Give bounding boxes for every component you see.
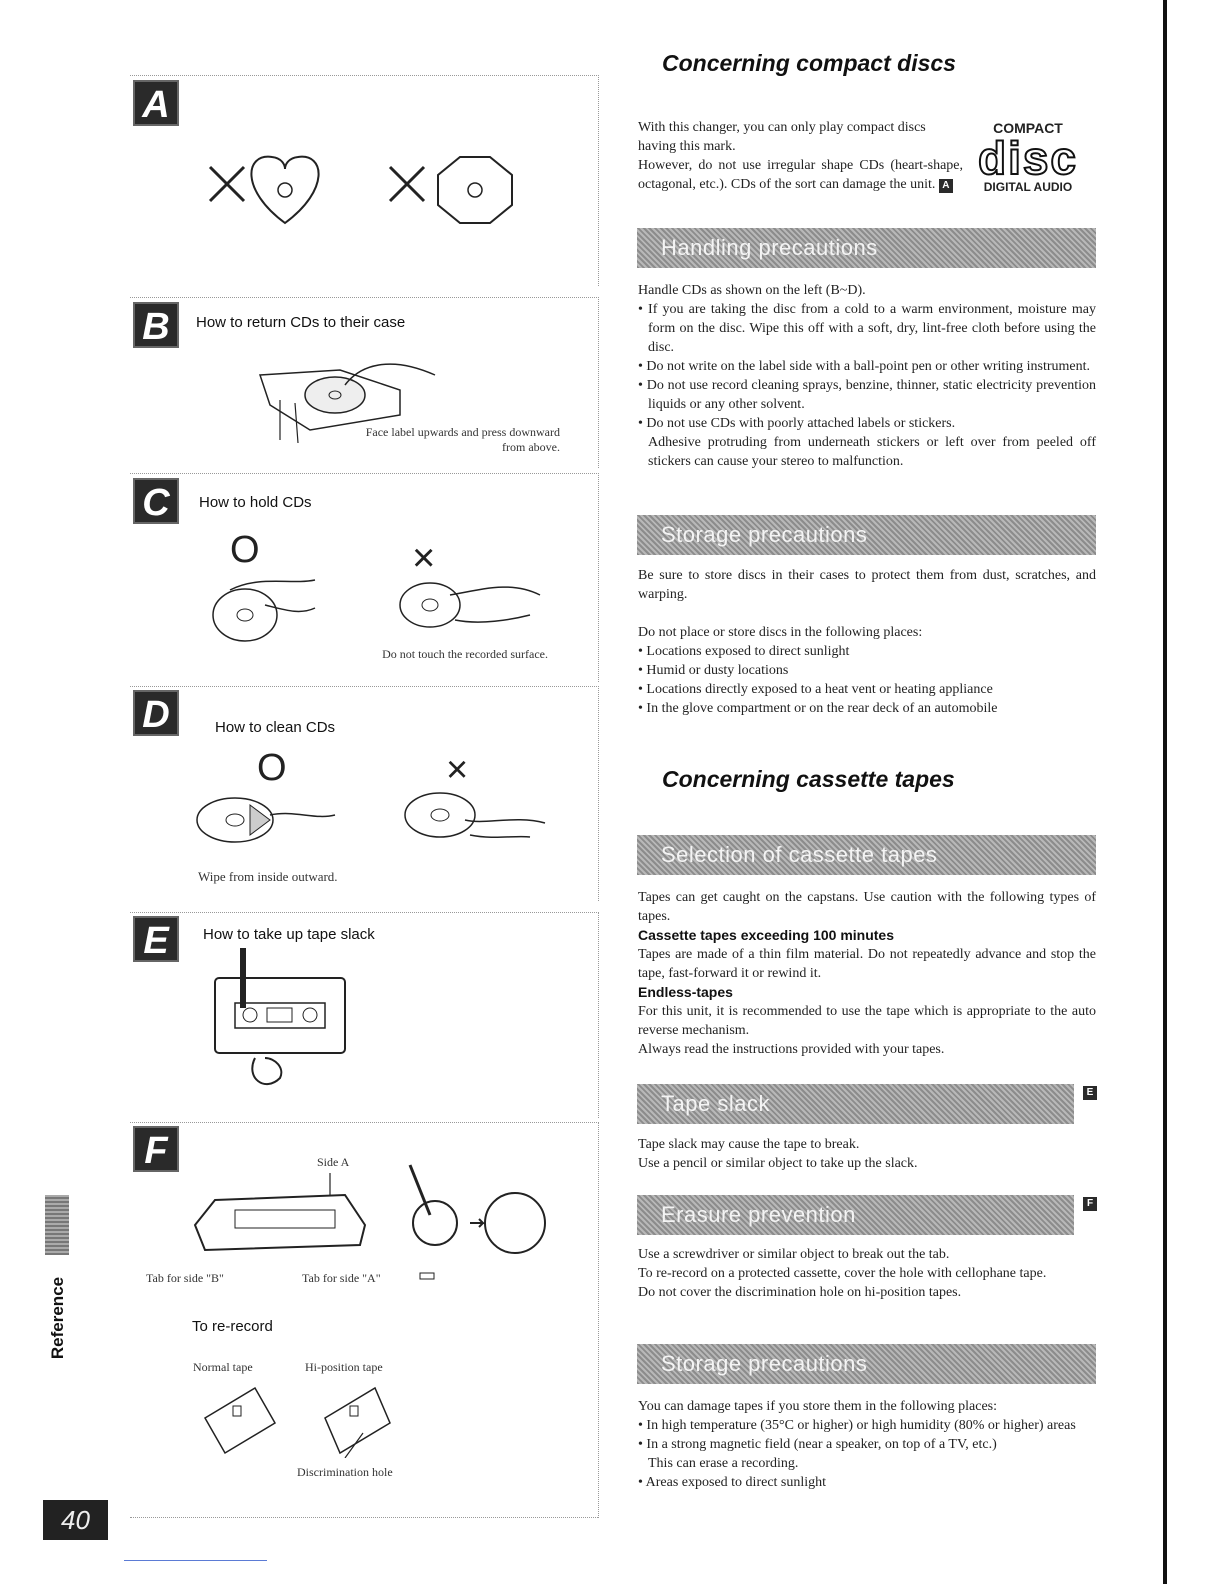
tape-slack-illustration <box>205 948 355 1098</box>
tape-slack-body <box>638 1135 1096 1173</box>
handling-bullet-3: • Do not use record cleaning sprays, benzine, thinner, static electricity prevention liquids or any other solvent. <box>638 378 1096 412</box>
erasure-l3: Do not cover the discrimination hole on hi-position tapes. <box>638 1285 962 1300</box>
handling-note: Adhesive protruding from underneath stickers or left over from peeled off stickers can cause your stereo to malfunction. <box>648 435 1096 469</box>
selection-p1: Tapes are made of a thin film material. Do not repeatedly advance and stop the tape, fast-forward it or rewind it. <box>638 947 1096 981</box>
selection-sub-2: Endless-tapes <box>638 984 733 1000</box>
panel-c-ok-mark: O <box>230 529 260 571</box>
panel-c-badge: C <box>133 478 179 524</box>
compact-disc-logo <box>972 120 1084 194</box>
footer-rule <box>124 1560 267 1561</box>
tape-storage-last: • Areas exposed to direct sunlight <box>638 1475 827 1490</box>
cd-warning-text: However, do not use irregular shape CDs (heart-shape, octagonal, etc.). CDs of the sort can damage the unit. <box>638 158 963 192</box>
selection-body <box>638 888 1096 1059</box>
tape-storage-body <box>638 1397 1096 1492</box>
irregular-cd-illustration <box>200 145 530 235</box>
tape-section-title: Concerning cassette tapes <box>662 766 955 792</box>
erasure-ref: F <box>1083 1197 1097 1211</box>
cd-storage-body <box>638 566 1096 718</box>
cd-storage-bullet-1: • Locations exposed to direct sunlight <box>638 644 850 659</box>
logo-top-text: COMPACT <box>993 120 1063 136</box>
panel-d-caption: Wipe from inside outward. <box>198 869 338 884</box>
panel-e-title: How to take up tape slack <box>203 926 375 943</box>
selection-p3: Always read the instructions provided with your tapes. <box>638 1042 945 1057</box>
panel-d-title: How to clean CDs <box>215 719 336 736</box>
cd-storage-heading: Storage precautions <box>637 515 1096 555</box>
panel-b-badge: B <box>133 302 179 348</box>
erasure-l1: Use a screwdriver or similar object to break out the tab. <box>638 1247 950 1262</box>
panel-c-title: How to hold CDs <box>199 494 312 511</box>
cassette-tab-illustration <box>185 1145 565 1285</box>
logo-disc-text: disc <box>977 132 1079 184</box>
tape-storage-heading: Storage precautions <box>637 1344 1096 1384</box>
tape-slack-l2: Use a pencil or similar object to take up the slack. <box>638 1156 918 1171</box>
tape-slack-heading: Tape slack <box>637 1084 1074 1124</box>
discrimination-hole-label: Discrimination hole <box>297 1465 393 1479</box>
re-record-title: To re-record <box>192 1318 273 1335</box>
hi-position-tape-label: Hi-position tape <box>305 1360 383 1374</box>
tape-storage-note: This can erase a recording. <box>648 1456 799 1471</box>
handling-bullet-2: • Do not write on the label side with a ball-point pen or other writing instrument. <box>638 359 1091 374</box>
cd-section-title: Concerning compact discs <box>662 50 956 76</box>
panel-d-ng-mark: × <box>446 749 469 791</box>
cd-storage-bullet-2: • Humid or dusty locations <box>638 663 789 678</box>
reference-side-label: Reference <box>48 1276 67 1360</box>
tab-side-a-label: Tab for side "A" <box>302 1271 381 1285</box>
panel-d-badge: D <box>133 690 179 736</box>
panel-b-caption: Face label upwards and press downward from above. <box>365 425 560 454</box>
handling-precautions-heading: Handling precautions <box>637 228 1096 268</box>
cd-intro-text: With this changer, you can only play compact discs having this mark. <box>638 120 926 154</box>
tape-slack-l1: Tape slack may cause the tape to break. <box>638 1137 860 1152</box>
cd-intro-block <box>638 118 963 194</box>
tape-storage-bullet-1: • In high temperature (35°C or higher) or high humidity (80% or higher) areas <box>638 1418 1076 1433</box>
selection-sub-1: Cassette tapes exceeding 100 minutes <box>638 927 895 943</box>
handling-body <box>638 281 1096 471</box>
handling-bullet-1: • If you are taking the disc from a cold to a warm environment, moisture may form on the disc. Wipe this off with a soft, dry, lint-free cloth before using the disc. <box>638 302 1096 355</box>
cd-storage-bullet-4: • In the glove compartment or on the rear deck of an automobile <box>638 701 998 716</box>
normal-tape-label: Normal tape <box>193 1360 253 1374</box>
logo-bottom-text: DIGITAL AUDIO <box>983 180 1073 194</box>
tape-storage-intro: You can damage tapes if you store them in the following places: <box>638 1399 997 1414</box>
clean-cd-illustration <box>195 785 555 860</box>
page-edge-rule <box>1163 0 1167 1584</box>
panel-f-badge: F <box>133 1126 179 1172</box>
panel-c-ng-mark: × <box>412 536 436 580</box>
panel-e-badge: E <box>133 916 179 962</box>
panel-d-ok-mark: O <box>257 747 287 789</box>
cd-storage-p1: Be sure to store discs in their cases to protect them from dust, scratches, and warping. <box>638 568 1096 602</box>
side-a-label: Side A <box>317 1155 350 1169</box>
cd-storage-bullet-3: • Locations directly exposed to a heat vent or heating appliance <box>638 682 993 697</box>
reference-tab-marker <box>45 1195 69 1255</box>
tab-side-b-label: Tab for side "B" <box>146 1271 224 1285</box>
handling-bullet-4: • Do not use CDs with poorly attached labels or stickers. <box>638 416 956 431</box>
tape-hole-illustration <box>195 1378 395 1458</box>
selection-intro: Tapes can get caught on the capstans. Use caution with the following types of tapes. <box>638 890 1096 924</box>
panel-f-bottom-rule <box>130 1517 598 1518</box>
page-number: 40 <box>43 1500 108 1540</box>
cd-storage-p2: Do not place or store discs in the following places: <box>638 625 923 640</box>
handling-intro: Handle CDs as shown on the left (B~D). <box>638 283 866 298</box>
hold-cd-illustration <box>210 570 550 645</box>
panel-c-caption: Do not touch the recorded surface. <box>382 647 548 661</box>
cd-warning-ref: A <box>939 179 953 193</box>
selection-heading: Selection of cassette tapes <box>637 835 1096 875</box>
erasure-heading: Erasure prevention <box>637 1195 1074 1235</box>
panel-a-badge: A <box>133 80 179 126</box>
tape-storage-bullet-2: • In a strong magnetic field (near a speaker, on top of a TV, etc.) <box>638 1437 997 1452</box>
tape-slack-ref: E <box>1083 1086 1097 1100</box>
panel-b-title: How to return CDs to their case <box>196 314 406 331</box>
erasure-body <box>638 1245 1096 1302</box>
erasure-l2: To re-record on a protected cassette, cover the hole with cellophane tape. <box>638 1266 1047 1281</box>
selection-p2: For this unit, it is recommended to use the tape which is appropriate to the auto reverse mechanism. <box>638 1004 1096 1038</box>
